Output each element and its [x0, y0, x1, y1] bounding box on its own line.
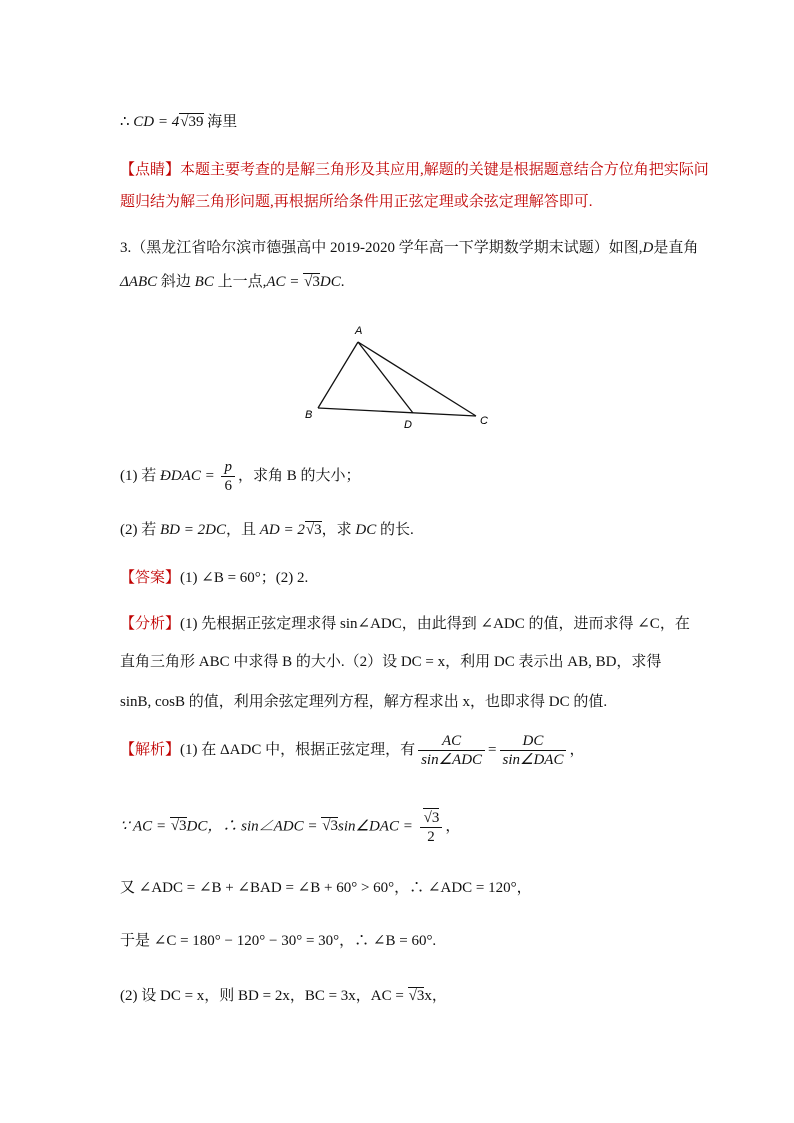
sqrt-3-c: √3 [423, 810, 440, 826]
frac-num: p [221, 458, 235, 477]
answer-line [120, 566, 308, 587]
problem-head-tail: 是直角 [653, 240, 699, 256]
part-2-mid: ，且 [225, 522, 260, 538]
unit-haili: 海里 [207, 114, 238, 130]
label-b: B [305, 409, 313, 421]
part-2-suffix: 的长. [376, 522, 414, 538]
frac1-num: AC [418, 732, 485, 751]
comment-text-2: 题归结为解三角形问题,再根据所给条件用正弦定理或余弦定理解答即可. [120, 194, 593, 210]
pi-over-6 [221, 458, 235, 495]
sqrt-3: √3 [304, 274, 320, 290]
d-variable: D [642, 240, 654, 256]
segment-ab [318, 342, 358, 408]
label-c: C [480, 415, 488, 427]
part-1-prefix: (1) 若 [120, 467, 160, 484]
comment-line-1 [120, 158, 709, 179]
comment-tag: 【点睛】 [120, 162, 181, 178]
frac3-den: 2 [427, 829, 435, 845]
sqrt-39-value: 39 [188, 114, 204, 130]
frac1-den: sin∠ADC [421, 752, 483, 768]
fraction-ac-sin [418, 732, 485, 769]
therefore-symbol: ∴ [120, 114, 130, 130]
analysis-line-1 [120, 612, 690, 633]
label-a: A [355, 325, 363, 337]
part-1 [120, 458, 360, 495]
sqrt-3-d: √3 [408, 988, 425, 1004]
frac2-den: sin∠DAC [502, 752, 564, 768]
sqrt-3-ad-value: 3 [314, 522, 322, 538]
segment-ad [358, 342, 413, 413]
dc-term-2: DC [355, 522, 377, 538]
fraction-dc-sin [500, 732, 567, 769]
part-2-mid2: ，求 [321, 522, 356, 538]
part-1-suffix: ，求角 B 的大小； [237, 467, 361, 484]
solution-comma: ， [569, 741, 585, 758]
because-ac: ∵ AC = [120, 818, 170, 835]
solution-text-1: (1) 在 ΔADC 中，根据正弦定理，有 [180, 741, 416, 758]
ac-eq: AC = [266, 274, 304, 290]
sqrt-3-d-value: 3 [416, 988, 425, 1004]
part-2 [120, 518, 414, 539]
analysis-text-2: 直角三角形 ABC 中求得 B 的大小.（2）设 DC = x，利用 DC 表示出 AB, BD，求得 [120, 654, 662, 670]
answer-tag: 【答案】 [120, 570, 181, 586]
solution-tag: 【解析】 [120, 741, 181, 758]
ad-eq: AD = 2 [259, 522, 305, 538]
problem-title: 3.（黑龙江省哈尔滨市德强高中 2019-2020 学年高一下学期数学期末试题）如图, [120, 240, 643, 256]
comment-text-1: 本题主要考查的是解三角形及其应用,解题的关键是根据题意结合方位角把实际问 [180, 162, 709, 178]
sqrt-3-b-value: 3 [330, 818, 338, 835]
cd-expression: CD = 4 [133, 114, 180, 130]
problem-line-2 [120, 270, 344, 291]
sqrt-3-value: 3 [312, 274, 320, 290]
sqrt-3-a: √3 [170, 818, 187, 835]
sqrt-3-c-value: 3 [431, 810, 440, 826]
segment-ac [358, 342, 476, 416]
angle-dac-expr: ÐDAC = [160, 467, 219, 484]
bd-eq: BD = 2DC [160, 522, 226, 538]
solution-text-5: (2) 设 DC = x，则 BD = 2x，BC = 3x，AC = [120, 988, 408, 1004]
segment-bc [318, 408, 476, 416]
analysis-tag: 【分析】 [120, 616, 181, 632]
frac2-num: DC [500, 732, 567, 751]
frac3-num [420, 808, 443, 828]
cd-result-line [120, 110, 237, 131]
analysis-text-1: (1) 先根据正弦定理求得 sin∠ADC，由此得到 ∠ADC 的值，进而求得 ∠C，在 [180, 616, 690, 632]
solution-line-2 [120, 808, 460, 846]
point-on-text: 上一点, [213, 274, 267, 290]
answer-text: (1) ∠B = 60°；(2) 2. [180, 570, 309, 586]
solution-text-3: 又 ∠ADC = ∠B + ∠BAD = ∠B + 60° > 60°，∴ ∠ADC = 120°， [120, 880, 532, 896]
solution-text-4: 于是 ∠C = 180° − 120° − 30° = 30°，∴ ∠B = 60°. [120, 933, 437, 949]
period: . [340, 274, 345, 290]
therefore-sin: DC，∴ sin∠ADC = [186, 818, 322, 835]
frac-den: 6 [224, 478, 232, 494]
triangle-figure [300, 318, 500, 438]
hypotenuse-text: 斜边 [157, 274, 195, 290]
comment-line-2 [120, 190, 593, 211]
sin-dac: sin∠DAC = [338, 818, 417, 835]
dc-term: DC [319, 274, 341, 290]
triangle-abc: ΔABC [120, 274, 158, 290]
part-2-prefix: (2) 若 [120, 522, 160, 538]
sqrt-3-a-value: 3 [179, 818, 187, 835]
analysis-line-2 [120, 650, 661, 671]
solution-line-5 [120, 984, 447, 1005]
sqrt3-over-2 [420, 808, 443, 846]
analysis-line-3 [120, 690, 607, 711]
sqrt-3-ad: √3 [305, 522, 322, 538]
label-d: D [404, 419, 412, 431]
analysis-text-3: sinB, cosB 的值，利用余弦定理列方程，解方程求出 x，也即求得 DC 的值. [120, 694, 608, 710]
sqrt-39: √39 [180, 114, 204, 130]
problem-head [120, 236, 698, 257]
solution-comma-2: ， [445, 818, 461, 835]
sqrt-3-b: √3 [322, 818, 338, 835]
solution-line-1 [120, 732, 584, 769]
solution-text-5b: x， [424, 988, 447, 1004]
solution-line-3 [120, 876, 532, 897]
equals-sign: = [488, 741, 497, 758]
solution-line-4 [120, 929, 436, 950]
bc-segment: BC [194, 274, 214, 290]
